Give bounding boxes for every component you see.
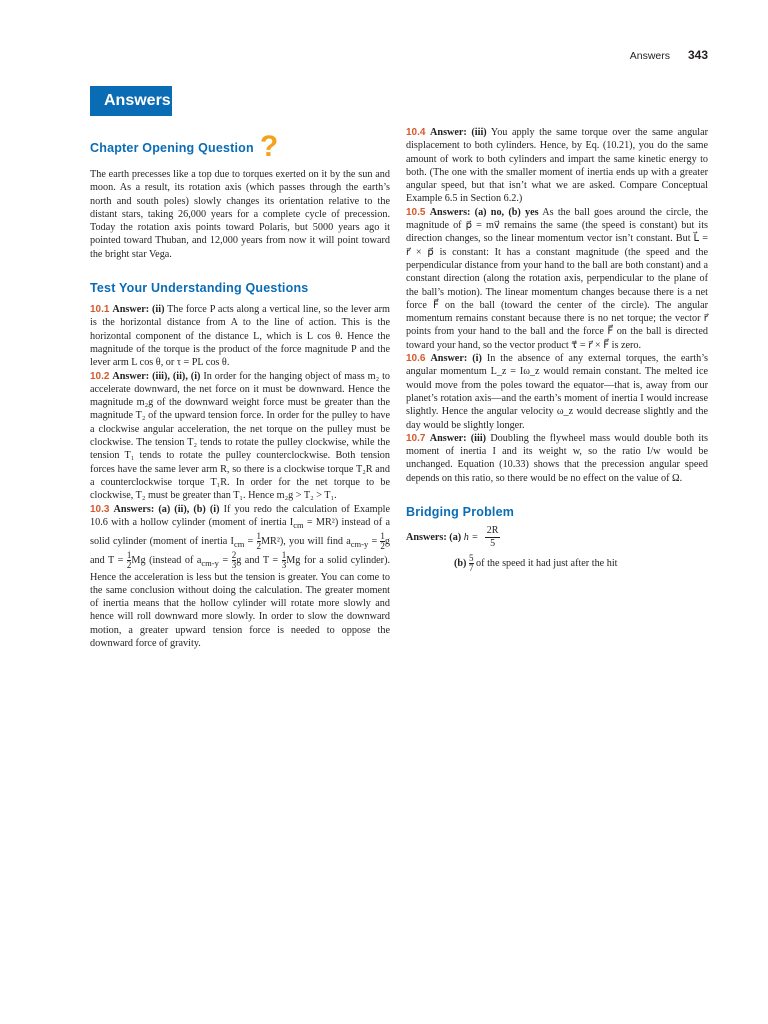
answer-label: Answer: (iii) bbox=[429, 432, 487, 444]
question-mark-icon: ? bbox=[259, 130, 279, 163]
bridging-answer-a bbox=[406, 525, 708, 550]
fraction-den: 5 bbox=[490, 538, 496, 550]
answer-text: MR²), you will find a bbox=[261, 536, 351, 547]
answer-text: g and T = bbox=[236, 555, 282, 567]
answer-text: g and T = bbox=[90, 536, 390, 567]
chapter-opening-text: The earth precesses like a top due to torques exerted on it by the sun and moon. As a result, its rotation axis (which passes through the earth’s north and south poles) slowly changes its orientation relative to the distant stars, taking 26,000 years for a complete cycle of precession. Today the rotation axis points toward Polaris, but 5000 years ago it pointed toward Thuban, and 12,000 years from now it will point toward the bright star Vega. bbox=[90, 169, 390, 260]
test-understanding-heading: Test Your Understanding Questions bbox=[90, 281, 309, 296]
answer-text: In the absence of any external torques, the earth’s angular momentum L_z = Iω_z would remain constant. The melted ice would move from the poles toward the equator—that is, away from our planet’s rotation axis—and the earth’s moment of inertia I would increase slightly. Hence the angular velocity ω_z would decrease slightly and the day would be slightly longer. bbox=[406, 353, 709, 431]
answer-number: 10.7 bbox=[406, 432, 426, 444]
left-column bbox=[90, 126, 390, 650]
fraction-num: 1 bbox=[281, 550, 287, 561]
bridging-label: Answers: bbox=[406, 531, 447, 543]
part-b-label: (b) bbox=[454, 557, 467, 569]
fraction-num: 1 bbox=[256, 531, 261, 542]
answer-number: 10.2 bbox=[90, 370, 110, 382]
fraction-den: 2 bbox=[256, 541, 261, 552]
answer-text: = MR²) instead of a solid cylinder (moment of inertia I bbox=[90, 516, 390, 547]
right-column bbox=[406, 126, 708, 573]
bridging-problem-heading: Bridging Problem bbox=[406, 505, 515, 520]
fraction-2r-over-5 bbox=[485, 525, 501, 550]
answer-10-6 bbox=[406, 352, 708, 432]
answer-label: Answers: (a) no, (b) yes bbox=[429, 206, 539, 218]
answer-10-7 bbox=[406, 432, 708, 485]
subscript: cm-y bbox=[201, 558, 219, 569]
part-b-text: of the speed it had just after the hit bbox=[476, 557, 618, 569]
page-number: 343 bbox=[687, 48, 708, 62]
answer-text: Doubling the flywheel mass would double both its moment of inertia I and its weight w, so the ratio I/w would be unchanged. Equation (10.33) shows that the precession angular speed depends on this ratio, so there would be no effect on the value of Ω. bbox=[406, 432, 709, 484]
bridging-answer-b bbox=[406, 554, 708, 573]
answer-number: 10.3 bbox=[90, 503, 110, 515]
fraction-den: 3 bbox=[281, 560, 287, 571]
answer-10-1 bbox=[90, 303, 390, 369]
answer-label: Answer: (i) bbox=[430, 353, 482, 365]
fraction-den: 3 bbox=[231, 560, 237, 571]
subscript: cm bbox=[293, 519, 304, 530]
answer-10-4 bbox=[406, 126, 708, 206]
fraction-num: 2 bbox=[231, 550, 237, 561]
chapter-opening-heading: Chapter Opening Question bbox=[90, 141, 254, 155]
fraction-num: 5 bbox=[469, 553, 474, 564]
answer-text: = bbox=[218, 555, 232, 567]
answer-label: Answers: (a) (ii), (b) (i) bbox=[113, 503, 220, 515]
answer-number: 10.4 bbox=[406, 127, 426, 138]
answer-text: In order for the hanging object of mass m₂ to accelerate downward, the net force on it must be downward. Hence the magnitude m₂g of the downward weight force must be greater than the magnitude T₂ of the upward tension force. In order for the pulley to have a clockwise angular acceleration, the net torque on the pulley must be clockwise. The tension T₂ tends to rotate the pulley clockwise, while the tension T₁ tends to rotate the pulley counterclockwise. Both tension forces have the same lever arm R, so there is a clockwise torque T₂R and a counterclockwise torque T₁R. In order for the net torque to be clockwise, T₂ must be greater than T₁. Hence m₂g > T₂ > T₁. bbox=[90, 370, 391, 502]
answer-10-2 bbox=[90, 370, 390, 503]
equation-lhs: h = bbox=[463, 531, 479, 543]
fraction-num: 1 bbox=[380, 531, 385, 542]
answer-10-5 bbox=[406, 206, 708, 352]
answer-text: Mg for a solid cylinder). Hence the acceleration is less but the tension is greater. You can come to the same conclusion without doing the calculation. The greater moment of inertia means that the hollow cylinder will rotate more slowly and hence will roll downward more slowly. In order to slow the downward motion, a greater upward tension force is needed to oppose the downward force of gravity. bbox=[90, 555, 391, 649]
answer-text: Mg (instead of a bbox=[131, 555, 202, 567]
fraction-num: 1 bbox=[126, 550, 132, 561]
fraction-5-7 bbox=[469, 554, 474, 573]
subscript: cm-y bbox=[350, 539, 369, 550]
answer-label: Answer: (ii) bbox=[112, 304, 165, 316]
fraction-den: 7 bbox=[469, 563, 474, 574]
subscript: cm bbox=[233, 539, 245, 550]
answer-number: 10.5 bbox=[406, 206, 426, 218]
part-a-label: (a) bbox=[449, 531, 462, 543]
fraction-den: 2 bbox=[126, 560, 132, 571]
answers-banner: Answers bbox=[90, 86, 172, 116]
fraction-den: 2 bbox=[380, 541, 385, 552]
answer-text: The force P acts along a vertical line, so the lever arm is the horizontal distance from A to the line of action. This is the horizontal component of the distance L, which is L cos θ. Hence the magnitude of the torque is the product of the force magnitude P and the lever arm L cos θ, or τ = PL cos θ. bbox=[90, 304, 390, 369]
answer-text: As the ball goes around the circle, the magnitude of p⃗ = mv⃗ remains the same (the speed is constant) but its direction changes, so the linear momentum vector isn’t constant. But L⃗ = r⃗ × p⃗ is constant: It has a constant magnitude (the speed and the perpendicular distance from your hand to the ball are both constant) and a constant direction (along the rotation axis, perpendicular to the plane of the ball’s motion). The linear momentum changes because there is a net force F⃗ on the ball (toward the center of the circle). The angular momentum remains constant because there is no net torque; the vector r⃗ points from your hand to the ball and the force F⃗ on the ball is directed toward your hand, so the vector product τ⃗ = r⃗ × F⃗ is zero. bbox=[406, 206, 708, 351]
answer-text: = bbox=[244, 536, 257, 547]
answer-label: Answer: (iii) bbox=[430, 127, 487, 138]
answer-text: If you redo the calculation of Example 10.6 with a hollow cylinder (moment of inertia I bbox=[90, 503, 391, 528]
answer-text: You apply the same torque over the same angular displacement to both cylinders. Hence, by Eq. (10.21), you do the same amount of work to both cylinders and impart the same kinetic energy to both. (The one with the smaller moment of inertia ends up with a greater angular speed, but that isn’t what we are asked. Compare Conceptual Example 6.5 in Section 6.2.) bbox=[406, 127, 709, 205]
answer-text: = bbox=[368, 536, 381, 547]
answer-label: Answer: (iii), (ii), (i) bbox=[112, 370, 201, 382]
running-header-section: Answers bbox=[629, 50, 670, 62]
answer-10-3 bbox=[90, 503, 390, 651]
answer-number: 10.1 bbox=[90, 304, 110, 316]
fraction-num: 2R bbox=[486, 525, 499, 537]
answer-number: 10.6 bbox=[406, 353, 426, 365]
